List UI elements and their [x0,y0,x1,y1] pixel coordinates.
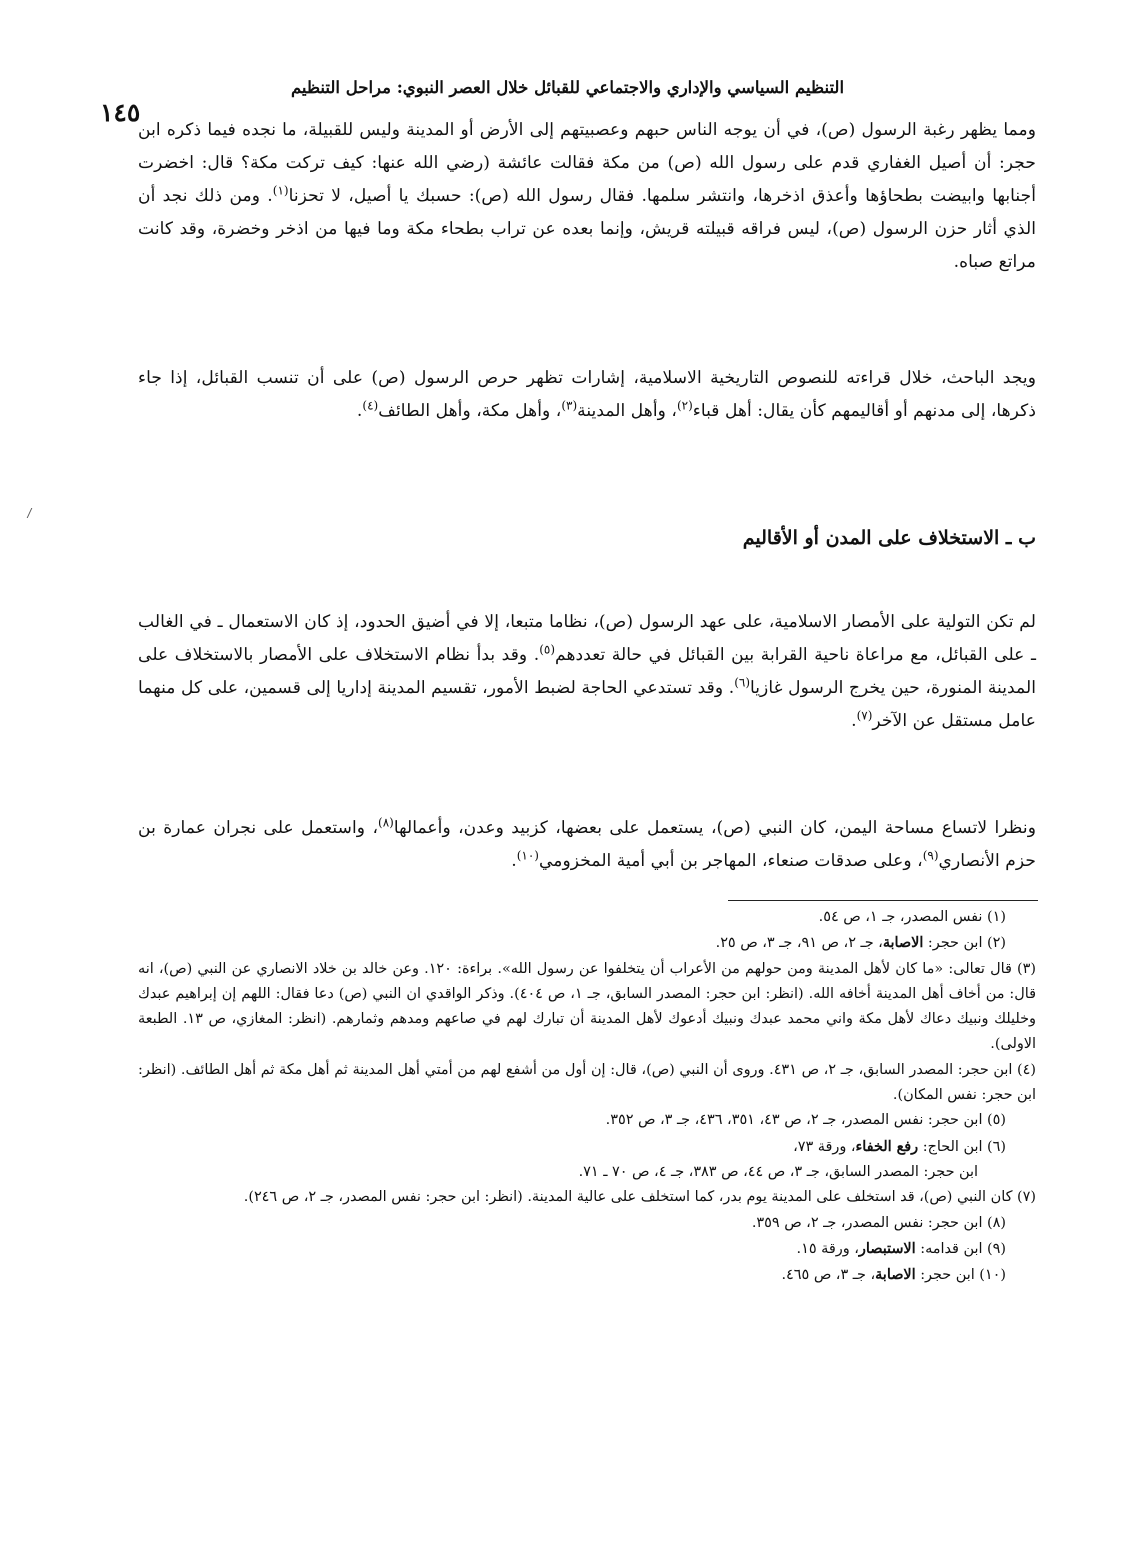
paragraph-4 [138,812,1036,878]
running-title: التنظيم السياسي والإداري والاجتماعي للقبائل خلال العصر النبوي: مراحل التنظيم [290,78,845,97]
section-heading: ب ـ الاستخلاف على المدن أو الأقاليم [742,527,1036,549]
footnote-4: (٤) ابن حجر: المصدر السابق، جـ ٢، ص ٤٣١. وروى أن النبي (ص)، قال: إن أول من أشفع لهم من أمتي أهل المدينة ثم أهل مكة ثم أهل الطائف. (انظر: ابن حجر: نفس المكان). [138,1061,1037,1104]
paragraph-2 [138,362,1036,428]
footnote-5: (٥) ابن حجر: نفس المصدر، جـ ٢، ص ٤٣، ٣٥١، ٤٣٦، جـ ٣، ص ٣٥٢. [605,1112,1006,1129]
margin-pen-mark [27,508,39,518]
footnote-9-text-c: ، ورقة ١٥. [796,1240,859,1257]
footnote-ref-7: (٧) [856,708,873,723]
footnote-ref-9: (٩) [922,848,939,863]
footnote-ref-8: (٨) [378,815,394,830]
footnote-ref-5: (٥) [539,642,556,657]
paragraph-3-text-c: . وقد تستدعي الحاجة لضبط الأمور، تقسيم المدينة إداريا إلى قسمين، على كل منهما عامل مستقل عن الآخر [138,678,1036,731]
paragraph-4-text-c: ، وعلى صدقات صنعاء، المهاجر بن أبي أمية المخزومي [538,851,923,871]
footnote-ref-3: (٣) [561,398,578,413]
footnote-ref-4: (٤) [362,398,379,413]
footnote-2 [138,930,1036,956]
footnote-6 [138,1134,1036,1160]
footnote-2-text-a: (٢) ابن حجر: [923,935,1006,952]
paragraph-2-text-a: ويجد الباحث، خلال قراءته للنصوص التاريخية الاسلامية، إشارات تظهر حرص الرسول (ص) على أن تنسب القبائل، إذا جاء ذكرها، إلى مدنهم أو أقاليمهم كأن يقال: أهل قباء [138,368,1036,421]
footnote-ref-1: (١) [272,183,289,198]
footnote-7: (٧) كان النبي (ص)، قد استخلف على المدينة يوم بدر، كما استخلف على عالية المدينة. (انظر: ابن حجر: نفس المصدر، جـ ٢، ص ٢٤٦). [243,1189,1036,1206]
footnotes [138,905,1036,1288]
paragraph-3-text-b: . وقد بدأ نظام الاستخلاف على الأمصار بالاستخلاف على المدينة المنورة، حين يخرج الرسول غازيا [138,645,1036,698]
paragraph-1-text-a: ومما يظهر رغبة الرسول (ص)، في أن يوجه الناس حبهم وعصبيتهم إلى الأرض أو المدينة وليس للقبيلة، ما نجده فيما ذكره ابن حجر: أن أصيل الغفاري قدم على رسول الله (ص) من مكة فقالت عائشة (رضي الله عنها: كيف تركت مكة؟ قال: اخضرت أجنابها وابيضت بطحاؤها وأعذق اذخرها، وانتشر سلمها. فقال رسول الله (ص): حسبك يا أصيل، لا تحزنا [138,120,1036,206]
footnote-9-text-a: (٩) ابن قدامه: [915,1240,1006,1257]
footnote-10 [138,1262,1036,1288]
footnote-2-title: الاصابة [882,934,924,952]
paragraph-2-text-d: . [356,401,363,421]
paragraph-2-text-c: ، وأهل مكة، وأهل الطائف [378,401,562,421]
footnote-ref-10: (١٠) [516,848,539,863]
paragraph-4-text-d: . [511,851,517,871]
paragraph-4-text-a: ونظرا لاتساع مساحة اليمن، كان النبي (ص)، يستعمل على بعضها، كزبيد وعدن، وأعمالها [393,818,1036,838]
paragraph-3-text-d: . [851,711,857,731]
paragraph-1 [138,114,1036,279]
footnote-9 [138,1236,1036,1262]
footnote-6-continued: ابن حجر: المصدر السابق، جـ ٣، ص ٤٤، ص ٣٨٣، جـ ٤، ص ٧٠ ـ ٧١. [578,1163,978,1180]
paragraph-4-text-b: ، واستعمل على نجران عمارة بن حزم الأنصاري [138,818,1036,871]
footnote-9-title: الاستبصار [858,1239,916,1257]
footnote-8: (٨) ابن حجر: نفس المصدر، جـ ٢، ص ٣٥٩. [751,1214,1006,1231]
footnote-ref-2: (٢) [676,398,693,413]
footnote-2-text-c: ، جـ ٢، ص ٩١، جـ ٣، ص ٢٥. [715,935,883,952]
footnote-3: (٣) قال تعالى: «ما كان لأهل المدينة ومن حولهم من الأعراب أن يتخلفوا عن رسول الله». براءة: ١٢٠. وعن خالد بن خلاد الانصاري عن النبي (ص)، انه قال: من أخاف أهل المدينة أخافه الله. (انظر: ابن حجر: المصدر السابق، جـ ١، ص ٤٠٤). وذكر الواقدي ان النبي (ص) دعا فقال: اللهم إن إبراهيم عبدك وخليلك ونبيك دعاك لأهل مكة واني محمد عبدك ونبيك أدعوك لأهل المدينة أن تبارك لهم في صاعهم ومدهم وثمارهم. (انظر: المغازي، ص ١٣. الطبعة الاولى). [138,960,1036,1053]
paragraph-3 [138,606,1036,738]
page-number: ١٤٥ [100,98,141,127]
footnote-separator [728,900,1038,901]
footnote-1: (١) نفس المصدر، جـ ١، ص ٥٤. [818,909,1006,925]
footnote-6-title: رفع الخفاء [855,1137,919,1155]
footnote-10-title: الاصابة [875,1266,916,1284]
footnote-6-text-c: ، ورقة ٧٣، [793,1138,856,1155]
paragraph-1-text-b: . ومن ذلك نجد أن الذي أثار حزن الرسول (ص)، ليس فراقه قبيلته قريش، وإنما بعده عن تراب بطحاء مكة وما فيها من اذخر وخضرة، وقد كانت مراتع صباه. [138,186,1036,272]
footnote-10-text-a: (١٠) ابن حجر: [915,1267,1006,1284]
footnote-6-text-a: (٦) ابن الحاج: [918,1138,1006,1155]
footnote-10-text-c: ، جـ ٣، ص ٤٦٥. [781,1267,876,1284]
paragraph-2-text-b: ، وأهل المدينة [577,401,677,421]
paragraph-3-text-a: لم تكن التولية على الأمصار الاسلامية، على عهد الرسول (ص)، نظاما متبعا، إلا في أضيق الحدود، إذ كان الاستعمال ـ في الغالب ـ على القبائل، مع مراعاة ناحية القرابة بين القبائل في حالة تعددهم [138,612,1036,665]
footnote-ref-6: (٦) [734,675,751,690]
